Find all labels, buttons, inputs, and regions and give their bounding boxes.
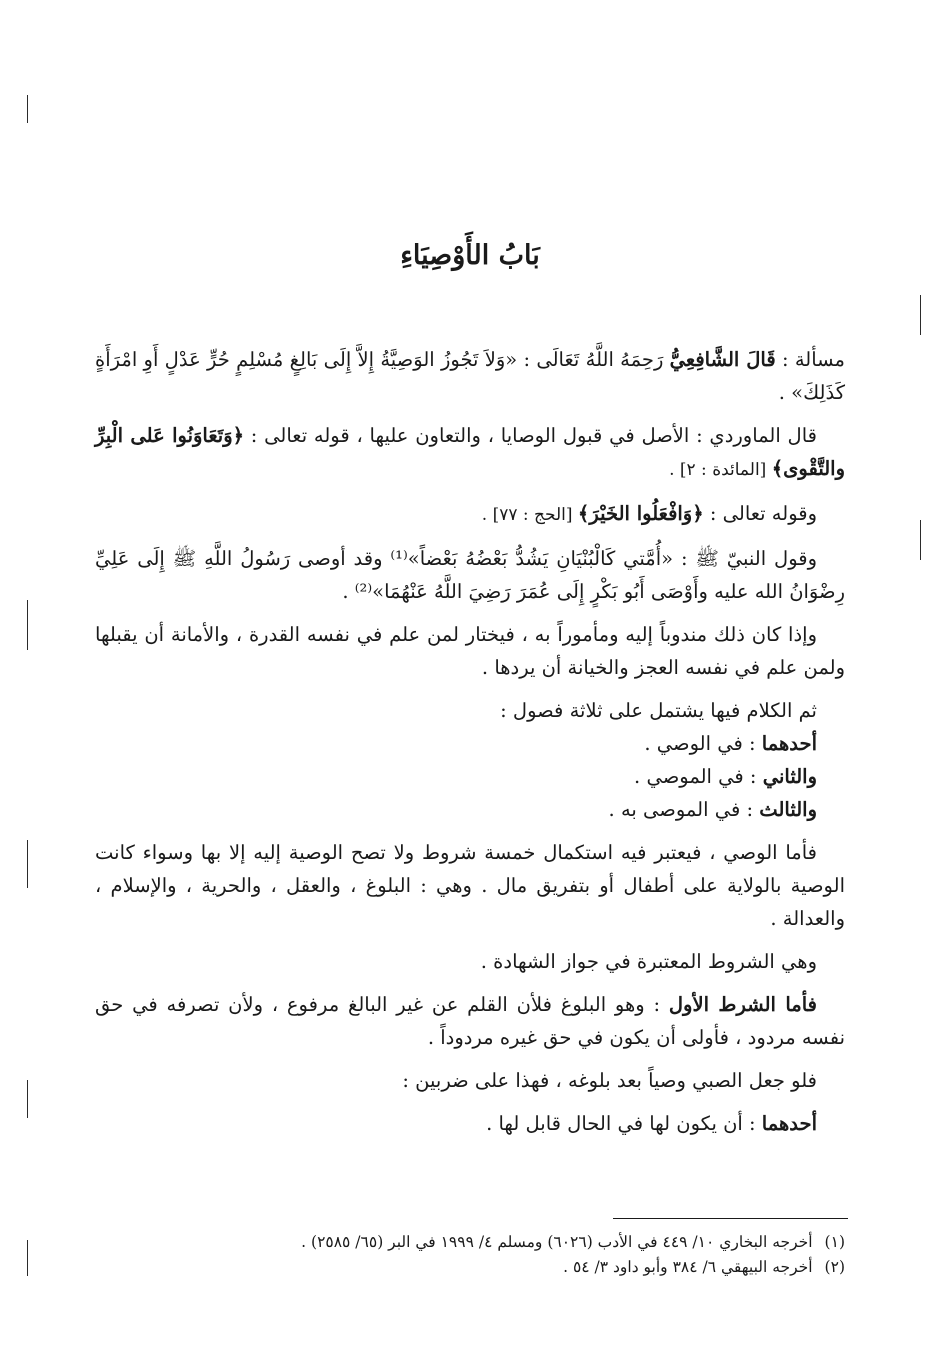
quran-verse: ﴿وَافْعَلُوا الخَيْرَ﴾ [577,502,704,525]
page-edge-line [27,95,28,123]
type-label: أحدهما [761,1112,817,1135]
paragraph-conditions: فأما الوصي ، فيعتبر فيه استكمال خمسة شروط ولا تصح الوصية إليه إلا بها وسواء كانت الوصية بالولاية على أطفال أو بتفريق مال . وهي : البلوغ ، والعقل ، والحرية ، والإسلام ، والعدالة . [95,841,845,930]
paragraph-testimony: وهي الشروط المعتبرة في جواز الشهادة . [480,950,817,973]
masala-text: رَحِمَهُ اللَّهُ تَعَالَى : «وَلاَ تَجُوزُ الوَصِيَّةُ إِلاَّ إِلَى بَالِغٍ مُسْلِمٍ حُرٍّ عَدْلٍ أَوِ امْرَأَةٍ كَذَلِكَ» . [95,348,845,404]
condition-label: فأما الشرط الأول [668,993,817,1016]
footnote-item [160,1255,845,1280]
footnote-item [160,1230,845,1255]
speaker-name: قَالَ الشَّافِعِيُّ [669,348,776,371]
paragraph-mawardi [95,419,845,487]
section-label: والثاني [762,765,817,788]
footnote-number: (١) [824,1233,845,1251]
footnote-separator [613,1218,848,1219]
paragraph-text: قال الماوردي : الأصل في قبول الوصايا ، والتعاون عليها ، قوله تعالى : [244,424,817,447]
section-text: : في الموصي . [634,765,763,788]
page-edge-line [27,1240,28,1276]
sections-list [95,727,845,826]
paragraph-text: : وهو البلوغ فلأن القلم عن غير البالغ مرفوع ، ولأن تصرفه في حق نفسه مردود ، فأولى أن يكون في حق غيره مردوداً . [95,993,845,1049]
chapter-title: بَابُ الأَوْصِيَاءِ [400,240,540,271]
section-text: : في الموصى به . [608,798,760,821]
paragraph-first-condition [95,988,845,1054]
paragraph-second-verse [95,497,845,532]
paragraph-child-guardian: فلو جعل الصبي وصياً بعد بلوغه ، فهذا على ضربين : [402,1069,817,1092]
paragraph-hadith: وقول النبيّ ﷺ : «أُمَّتي كَالْبُنْيَانِ يَشُدُّ بَعْضُهُ بَعْضاً»⁽¹⁾ وقد أوصى رَسُولُ اللَّهِ ﷺ إِلَى عَلِيِّ رِضْوَانُ الله عليه وأَوْصَى أَبُو بَكْرٍ إِلَى عُمَرَ رَضِيَ اللَّهُ عَنْهُمَا»⁽²⁾ . [95,547,845,603]
verse-citation: [الحج : ٧٧] . [481,505,578,525]
page-edge-line [920,520,921,560]
page-edge-line [27,840,28,888]
page-body [95,240,845,1150]
section-item [95,760,845,793]
footnote-number: (٢) [824,1258,845,1276]
page-edge-line [920,295,921,335]
quran-verse: ﴿وَتَعَاوَنُوا عَلى الْبِرِّ والتَّقْوى﴾ [95,424,845,480]
paragraph-text: وقوله تعالى : [703,502,817,525]
paragraph-text: : أن يكون لها في الحال قابل لها . [486,1112,762,1135]
section-item [95,727,845,760]
footnote-text: أخرجه البيهقي ٦/ ٣٨٤ وأبو داود ٣/ ٥٤ . [563,1258,813,1276]
page-edge-line [27,1080,28,1118]
section-text: : في الوصي . [644,732,762,755]
paragraph-sections-intro: ثم الكلام فيها يشتمل على ثلاثة فصول : [500,699,817,722]
verse-citation: [المائدة : ٢] . [669,460,772,480]
paragraph-masala [95,343,845,409]
section-label: أحدهما [761,732,817,755]
section-item [95,793,845,826]
footnotes [160,1230,845,1280]
page-edge-line [27,600,28,650]
paragraph-recommendation: وإذا كان ذلك مندوباً إليه ومأموراً به ، فيختار لمن علم في نفسه القدرة ، والأمانة أن يقبلها ولمن علم في نفسه العجز والخيانة أن يردها . [95,623,845,679]
paragraph-first-type [95,1107,845,1140]
section-label: والثالث [759,798,817,821]
masala-label: مسألة : [775,348,845,371]
footnote-text: أخرجه البخاري ١٠/ ٤٤٩ في الأدب (٦٠٢٦) ومسلم ٤/ ١٩٩٩ في البر (٦٥/ ٢٥٨٥) . [301,1233,813,1251]
